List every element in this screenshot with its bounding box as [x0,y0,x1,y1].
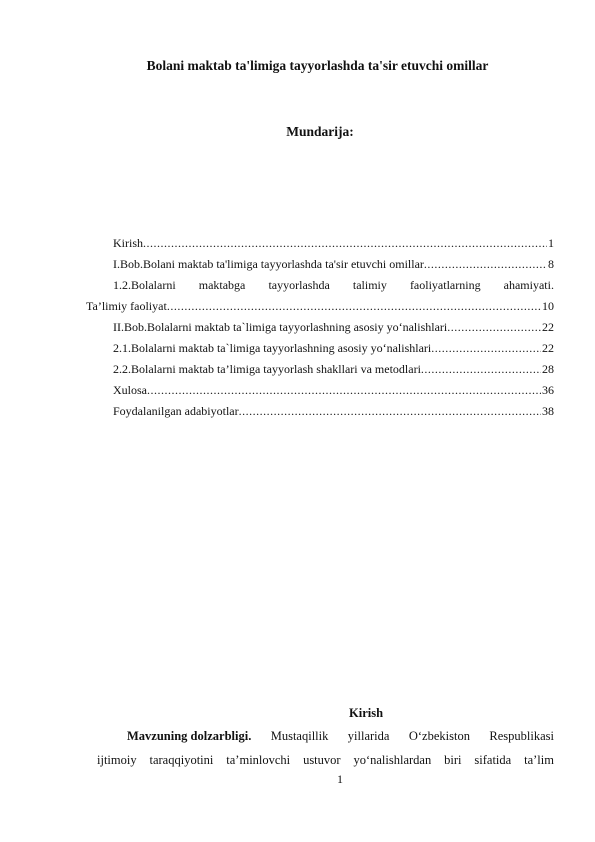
toc-entry-text: II.Bob.Bolalarni maktab ta`limiga tayyorlashning asosiy yo‘nalishlari [113,320,448,334]
toc-leader-dots [431,338,541,359]
toc-entry-page: 38 [542,404,554,418]
paragraph-word: ijtimoiy [97,753,137,767]
toc-entry-line [86,275,554,296]
toc-entry-page: 22 [542,341,554,355]
toc-entry[interactable] [86,317,554,338]
toc-entry-page: 8 [548,257,554,271]
toc-entry[interactable] [86,401,554,422]
toc-entry[interactable] [86,380,554,401]
toc-leader-dots [239,401,541,422]
paragraph-word: yillarida [347,729,390,743]
paragraph-word: ustuvor [303,753,341,767]
toc-entry-word: talimiy [352,278,387,292]
toc-entry-page: 28 [542,362,554,376]
paragraph-line [86,748,554,772]
toc-entry-page: 10 [542,299,554,313]
toc-entry[interactable] [86,359,554,380]
paragraph-word: biri [444,753,462,767]
toc-entry-text: Ta’limiy faoliyat [86,299,167,313]
toc-entry[interactable] [86,275,554,317]
toc-leader-dots [447,317,541,338]
toc-entry-page: 36 [542,383,554,397]
paragraph-line [86,724,554,748]
paragraph-lead: Mavzuning dolzarbligi. [127,729,252,743]
document-title-text: Bolani maktab ta'limiga tayyorlashda ta'sir etuvchi omillar [146,58,489,73]
toc-entry-page: 1 [548,236,554,250]
toc-entry-text: I.Bob.Bolani maktab ta'limiga tayyorlashda ta'sir etuvchi omillar [113,257,424,271]
toc-leader-dots [147,380,541,401]
toc-leader-dots [424,254,547,275]
toc-leader-dots [421,359,541,380]
toc-entry-word: maktabga [198,278,246,292]
paragraph-word: sifatida [474,753,512,767]
toc-entry-word: 1.2.Bolalarni [113,278,176,292]
paragraph-word: ta’lim [524,753,554,767]
toc-entry-page: 22 [542,320,554,334]
toc-entry-text: Foydalanilgan adabiyotlar [113,404,239,418]
paragraph-word: Mustaqillik [270,729,329,743]
table-of-contents [86,233,554,422]
paragraph-word: taraqqiyotini [149,753,214,767]
toc-entry[interactable] [86,254,554,275]
toc-heading: Mundarija: [286,124,354,139]
toc-entry-word: ahamiyati. [503,278,554,292]
toc-entry-text: Kirish [113,236,143,250]
toc-entry-text: Xulosa [113,383,147,397]
section-heading: Kirish [349,706,384,720]
page-number: 1 [337,772,343,786]
toc-entry-line [86,296,554,317]
toc-entry-word: faoliyatlarning [409,278,481,292]
toc-entry-word: tayyorlashda [268,278,330,292]
toc-entry-text: 2.2.Bolalarni maktab ta’limiga tayyorlash shakllari va metodlari [113,362,421,376]
intro-paragraph [86,724,554,772]
toc-entry-text: 2.1.Bolalarni maktab ta`limiga tayyorlashning asosiy yo‘nalishlari [113,341,432,355]
toc-leader-dots [143,233,547,254]
paragraph-word: O‘zbekiston [408,729,470,743]
paragraph-word: yo‘nalishlardan [353,753,432,767]
toc-entry[interactable] [86,233,554,254]
paragraph-word: Respublikasi [489,729,554,743]
toc-entry[interactable] [86,338,554,359]
paragraph-word: ta’minlovchi [226,753,291,767]
document-title [40,57,595,75]
toc-leader-dots [167,296,541,317]
